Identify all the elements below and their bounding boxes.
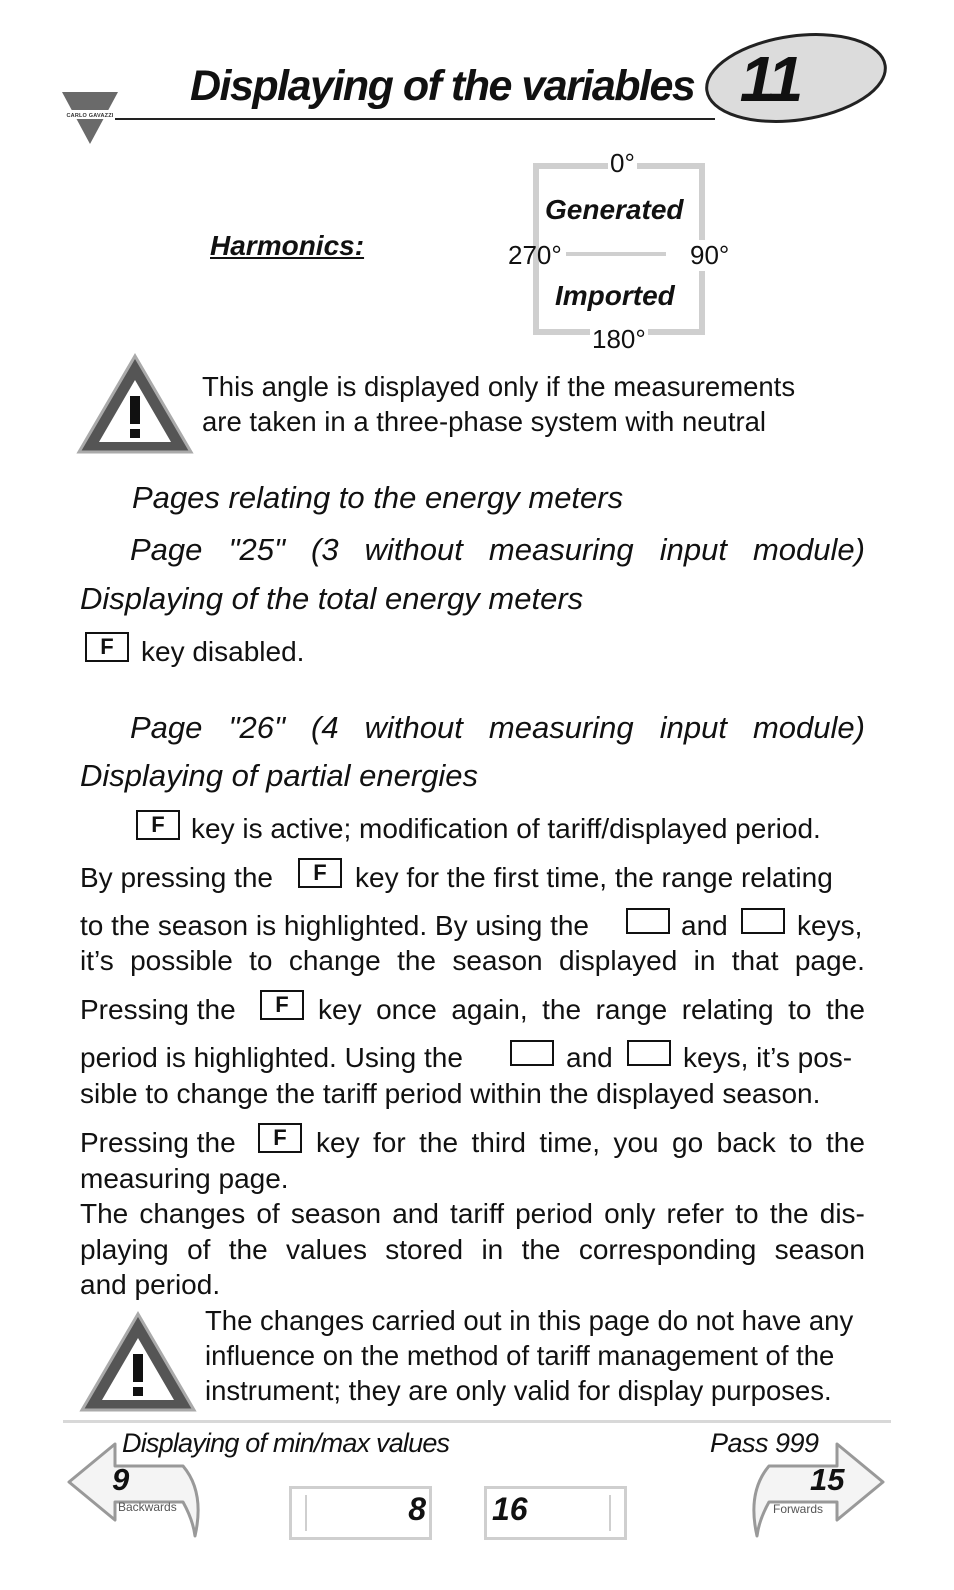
paragraph-line: to the season is highlighted. By using the [80, 910, 590, 941]
title-rule [115, 118, 715, 120]
word: for [373, 1127, 406, 1158]
word: input [659, 710, 727, 745]
section-heading: Pages relating to the energy meters [132, 480, 624, 515]
paragraph-line: key for the first time, the range relating [355, 862, 833, 893]
paragraph-line: keys, it’s pos- [683, 1042, 853, 1073]
warning-1-line: are taken in a three-phase system with neutral [202, 406, 767, 437]
word: the [825, 1127, 865, 1158]
angle-180-label: 180° [592, 324, 646, 354]
word: possible [130, 945, 233, 976]
paragraph-line: and period. [80, 1269, 221, 1300]
word: to [249, 945, 273, 976]
f-key-icon: F [260, 990, 304, 1020]
warning-1-text [202, 369, 882, 439]
word: (3 [311, 532, 339, 567]
page25-description: Displaying of the total energy meters [80, 581, 584, 616]
generated-label: Generated [545, 194, 684, 225]
paragraph-line: keys, [797, 910, 863, 941]
warning-2-line: influence on the method of tariff management of the [205, 1340, 835, 1371]
warning-2-line: instrument; they are only valid for display purposes. [205, 1375, 832, 1406]
paragraph-line [80, 1234, 865, 1266]
next-section-link[interactable]: Pass 999 [710, 1428, 819, 1458]
word: only [604, 1198, 656, 1229]
left-key-icon [510, 1040, 554, 1066]
word: relating [681, 994, 774, 1025]
page25-key-note: key disabled. [141, 636, 305, 667]
word: go [672, 1127, 704, 1158]
f-key-icon: F [258, 1123, 302, 1153]
word: module) [752, 710, 865, 745]
word: time, [539, 1127, 601, 1158]
word: the [769, 1198, 809, 1229]
word: season [452, 945, 543, 976]
paragraph-line [318, 994, 865, 1026]
word: input [659, 532, 727, 567]
word: the [521, 1234, 561, 1265]
paragraph-line: By pressing the [80, 862, 273, 893]
warning-1-line: This angle is displayed only if the measurements [202, 371, 796, 402]
paragraph-line: sible to change the tariff period within the displayed season. [80, 1078, 821, 1109]
word: in [693, 945, 716, 976]
word: without [364, 532, 463, 567]
word: dis- [819, 1198, 865, 1229]
word: "26" [228, 710, 285, 745]
f-key-icon: F [298, 858, 342, 888]
word: back [716, 1127, 776, 1158]
warning-2-text [205, 1303, 870, 1408]
paragraph-line: and [566, 1042, 613, 1073]
current-page-right: 16 [492, 1491, 528, 1527]
word: of [256, 1198, 280, 1229]
footer-rule [63, 1420, 891, 1423]
word: the [397, 945, 436, 976]
paragraph-line [316, 1127, 865, 1159]
angle-0-label: 0° [610, 148, 635, 178]
word: key [318, 994, 362, 1025]
word: page. [794, 945, 865, 976]
page-title: Displaying of the variables [190, 62, 695, 110]
page26-description: Displaying of partial energies [80, 758, 479, 793]
angle-270-label: 270° [508, 240, 562, 270]
paragraph-line: key is active; modification of tariff/displayed period. [191, 813, 821, 844]
up-key-icon [626, 908, 670, 934]
brand-logo-text: CARLO GAVAZZI [66, 113, 114, 119]
word: refer [666, 1198, 725, 1229]
word: of [187, 1234, 211, 1265]
f-key-icon: F [85, 632, 129, 662]
word: it’s [80, 945, 114, 976]
down-key-icon [741, 908, 785, 934]
warning-2-line: The changes carried out in this page do not have any [205, 1305, 854, 1336]
word: key [316, 1127, 360, 1158]
word: to [789, 1127, 813, 1158]
word: without [364, 710, 463, 745]
word: Page [130, 710, 203, 745]
word: again, [451, 994, 528, 1025]
word: range [595, 994, 668, 1025]
word: you [613, 1127, 659, 1158]
warning-triangle-icon [78, 1310, 198, 1416]
word: to [735, 1198, 759, 1229]
imported-label: Imported [555, 280, 675, 311]
word: measuring [488, 532, 634, 567]
right-key-icon [627, 1040, 671, 1066]
brand-logo-icon [60, 92, 120, 146]
f-key-icon: F [136, 810, 180, 840]
quadrant-divider [566, 252, 666, 256]
paragraph-line: measuring page. [80, 1163, 289, 1194]
prev-section-link[interactable]: Displaying of min/max values [122, 1428, 450, 1458]
word: season [774, 1234, 865, 1265]
word: values [286, 1234, 367, 1265]
word: once [376, 994, 437, 1025]
word: the [419, 1127, 459, 1158]
word: changes [139, 1198, 246, 1229]
word: change [288, 945, 381, 976]
word: measuring [488, 710, 634, 745]
paragraph-line: and [681, 910, 728, 941]
word: corresponding [578, 1234, 757, 1265]
word: that [731, 945, 779, 976]
chapter-number: 11 [739, 43, 801, 115]
page-box-tick [305, 1495, 307, 1531]
word: in [481, 1234, 504, 1265]
word: and [392, 1198, 439, 1229]
page26-heading [130, 710, 865, 746]
word: the [542, 994, 582, 1025]
word: third [471, 1127, 526, 1158]
word: "25" [228, 532, 285, 567]
word: tariff [450, 1198, 504, 1229]
word: period [515, 1198, 593, 1229]
word: the [228, 1234, 268, 1265]
word: module) [752, 532, 865, 567]
current-page-left: 8 [408, 1491, 426, 1527]
warning-triangle-icon [75, 352, 195, 458]
harmonics-label: Harmonics: [210, 230, 365, 261]
page-box-tick [609, 1495, 611, 1531]
forward-label[interactable]: Forwards [773, 1502, 824, 1516]
angle-90-label: 90° [690, 240, 730, 270]
word: The [80, 1198, 129, 1229]
back-label[interactable]: Backwards [118, 1500, 177, 1514]
word: Page [130, 532, 203, 567]
paragraph-line [80, 945, 865, 977]
word: stored [385, 1234, 464, 1265]
paragraph-line: Pressing the [80, 994, 236, 1025]
word: the [825, 994, 865, 1025]
word: playing [80, 1234, 169, 1265]
paragraph-line [80, 1198, 865, 1230]
paragraph-line: period is highlighted. Using the [80, 1042, 463, 1073]
back-page-number[interactable]: 9 [112, 1462, 130, 1497]
forward-page-number[interactable]: 15 [810, 1462, 845, 1497]
word: (4 [311, 710, 339, 745]
paragraph-line: Pressing the [80, 1127, 236, 1158]
word: displayed [558, 945, 678, 976]
word: season [290, 1198, 382, 1229]
page25-heading [130, 532, 865, 568]
word: to [788, 994, 812, 1025]
